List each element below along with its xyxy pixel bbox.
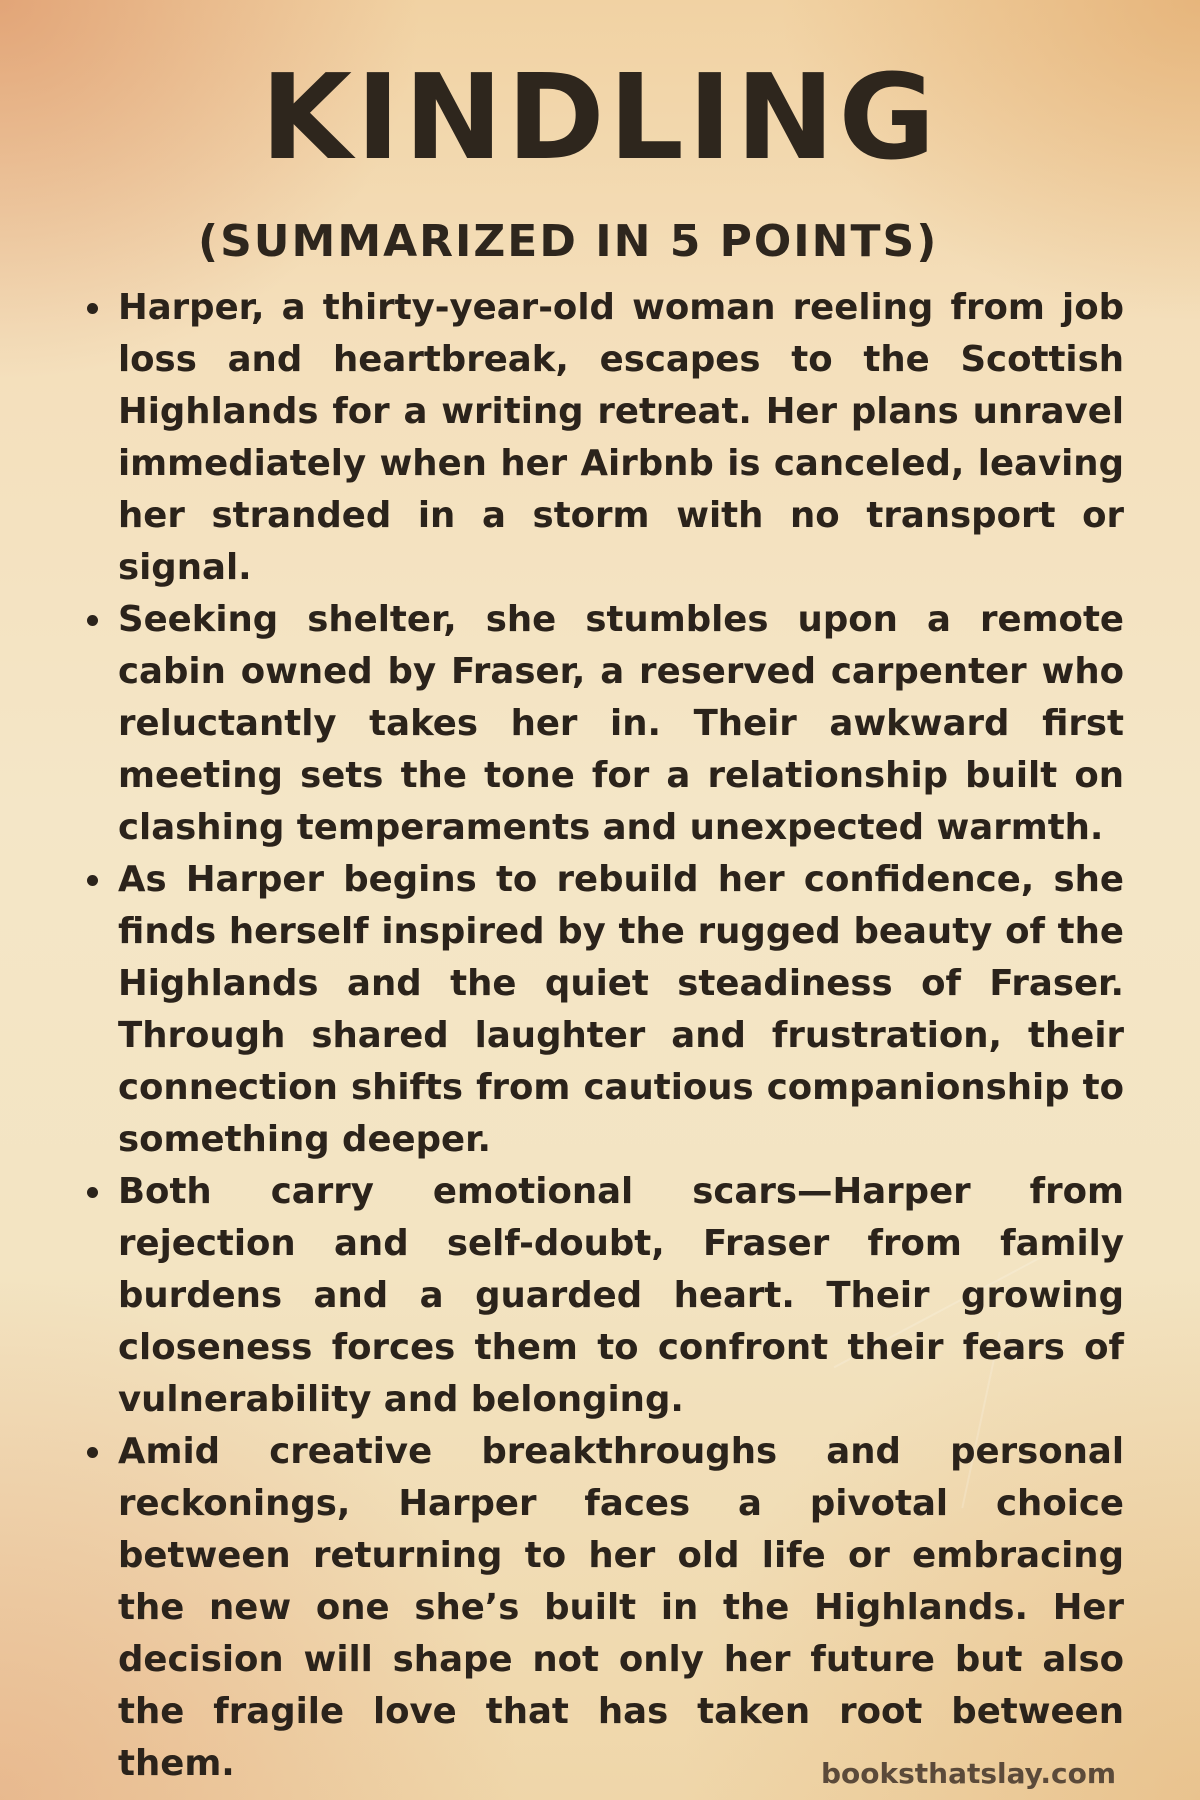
bullet-icon (87, 875, 98, 886)
bullet-icon (87, 615, 98, 626)
summary-point (78, 1426, 1124, 1790)
summary-point-text: Amid creative breakthroughs and personal reckonings, Harper faces a pivotal choice between returning to her old life or embracing the new one she’s built in the Highlands. Her decision will shape not only her future but also the fragile love that has taken root between them. (118, 1431, 1124, 1784)
summary-point (78, 854, 1124, 1166)
summary-subtitle: (SUMMARIZED IN 5 POINTS) (198, 216, 939, 267)
summary-point (78, 1166, 1124, 1426)
book-title: KINDLING (260, 48, 940, 186)
summary-points-list (78, 282, 1124, 1790)
bullet-icon (87, 1187, 98, 1198)
bullet-icon (87, 1447, 98, 1458)
summary-point-text: Seeking shelter, she stumbles upon a remote cabin owned by Fraser, a reserved carpenter who reluctantly takes her in. Their awkward first meeting sets the tone for a relationship built on clashing temperaments and unexpected warmth. (118, 599, 1124, 848)
summary-point-text: Harper, a thirty-year-old woman reeling from job loss and heartbreak, escapes to the Scottish Highlands for a writing retreat. Her plans unravel immediately when her Airbnb is canceled, leaving her stranded in a storm with no transport or signal. (118, 287, 1124, 588)
source-website-link[interactable]: booksthatslay.com (820, 1757, 1116, 1790)
summary-point (78, 594, 1124, 854)
bullet-icon (87, 303, 98, 314)
summary-point (78, 282, 1124, 594)
summary-point-text: As Harper begins to rebuild her confidence, she finds herself inspired by the rugged beauty of the Highlands and the quiet steadiness of Fraser. Through shared laughter and frustration, their connection shifts from cautious companionship to something deeper. (118, 859, 1124, 1160)
summary-point-text: Both carry emotional scars—Harper from rejection and self-doubt, Fraser from family burdens and a guarded heart. Their growing closeness forces them to confront their fears of vulnerability and belonging. (118, 1171, 1124, 1420)
